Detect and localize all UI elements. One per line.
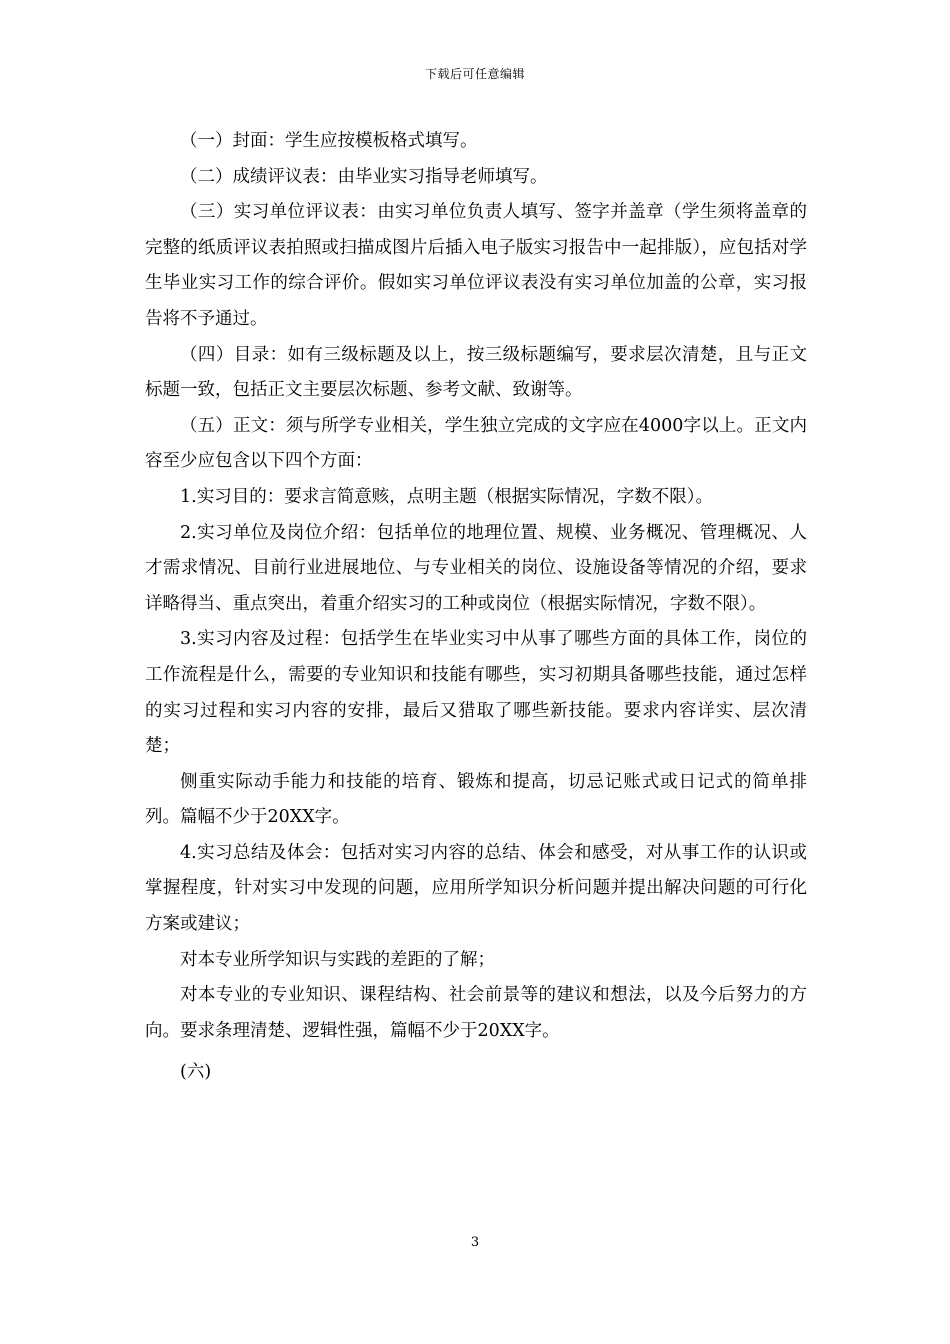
paragraph-table-of-contents: （四）目录：如有三级标题及以上，按三级标题编写，要求层次清楚，且与正文标题一致，包括正文主要层次标题、参考文献、致谢等。 xyxy=(145,344,807,401)
paragraph-section-six: (六) xyxy=(180,1062,212,1083)
paragraph-unit-introduction: 2.实习单位及岗位介绍：包括单位的地理位置、规模、业务概况、管理概况、人才需求情况、目前行业进展地位、与专业相关的岗位、设施设备等情况的介绍，要求详略得当、重点突出，着重介绍实习的工种或岗位（根据实际情况，字数不限）。 xyxy=(145,522,807,614)
paragraph-grade-form: （二）成绩评议表：由毕业实习指导老师填写。 xyxy=(180,166,548,187)
paragraph-internship-content: 3.实习内容及过程：包括学生在毕业实习中从事了哪些方面的具体工作，岗位的工作流程是什么，需要的专业知识和技能有哪些，实习初期具备哪些技能，通过怎样的实习过程和实习内容的安排，最后又猎取了哪些新技能。要求内容详实、层次清楚； xyxy=(145,629,807,757)
page-number: 3 xyxy=(470,1235,480,1250)
paragraph-main-text: （五）正文：须与所学专业相关，学生独立完成的文字应在4000字以上。正文内容至少应包含以下四个方面： xyxy=(145,415,807,472)
paragraph-knowledge-gap: 对本专业所学知识与实践的差距的了解； xyxy=(180,949,495,970)
paragraph-suggestions: 对本专业的专业知识、课程结构、社会前景等的建议和想法，以及今后努力的方向。要求条理清楚、逻辑性强，篇幅不少于20XX字。 xyxy=(145,985,807,1041)
paragraph-cover: （一）封面：学生应按模板格式填写。 xyxy=(180,131,478,151)
document-body xyxy=(145,124,807,1091)
page-header: 下载后可任意编辑 xyxy=(424,67,525,81)
paragraph-summary: 4.实习总结及体会：包括对实习内容的总结、体会和感受，对从事工作的认识或掌握程度，针对实习中发现的问题，应用所学知识分析问题并提出解决问题的可行化方案或建议； xyxy=(145,842,807,935)
paragraph-practical-skills: 侧重实际动手能力和技能的培育、锻炼和提高，切忌记账式或日记式的简单排列。篇幅不少于20XX字。 xyxy=(145,771,807,828)
paragraph-internship-purpose: 1.实习目的：要求言简意赅，点明主题（根据实际情况，字数不限）。 xyxy=(180,486,713,507)
paragraph-unit-evaluation: （三）实习单位评议表：由实习单位负责人填写、签字并盖章（学生须将盖章的完整的纸质评议表拍照或扫描成图片后插入电子版实习报告中一起排版），应包括对学生毕业实习工作的综合评价。假如实习单位评议表没有实习单位加盖的公章，实习报告将不予通过。 xyxy=(145,202,807,329)
